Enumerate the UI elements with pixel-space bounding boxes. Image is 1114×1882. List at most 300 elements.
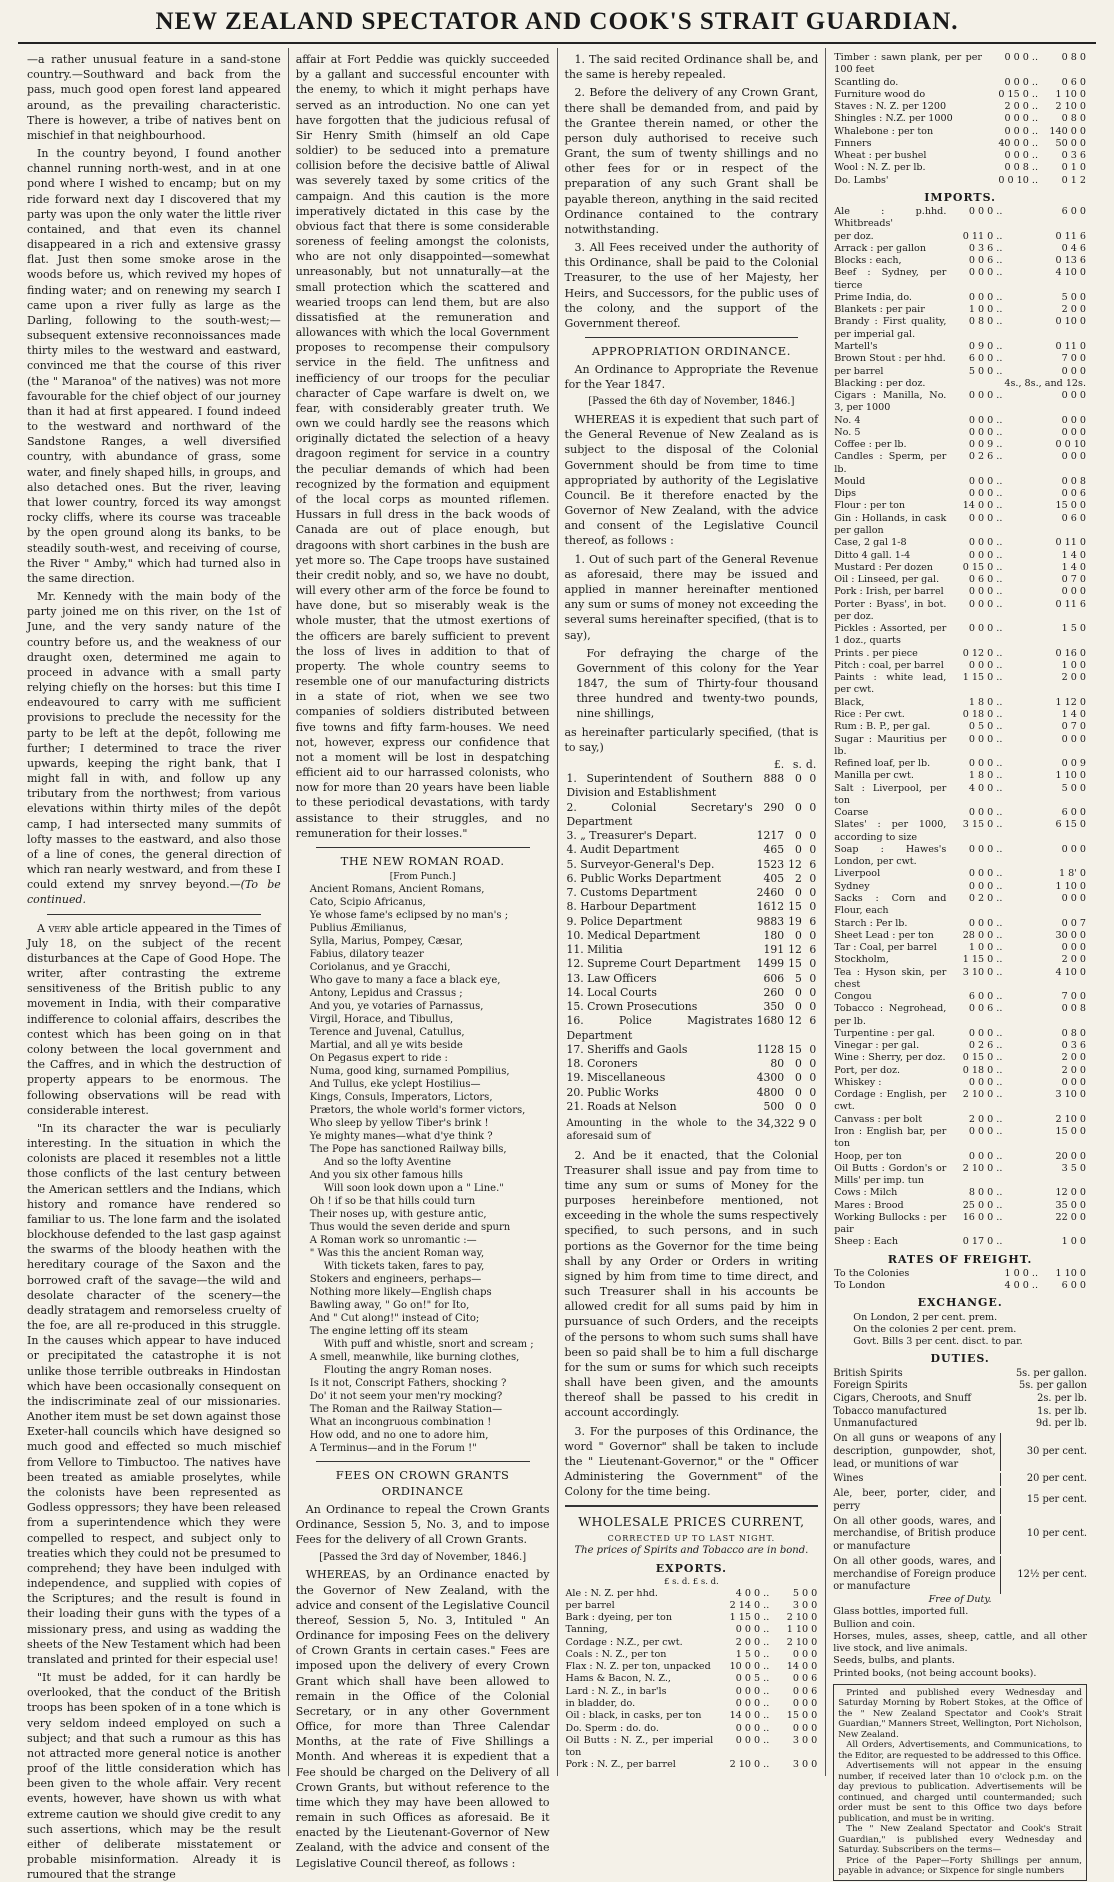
price-high: 1 10 0 <box>786 1624 818 1636</box>
item-amount-d: 0 <box>809 900 817 914</box>
price-high: 0 7 0 <box>1061 721 1086 733</box>
price-row <box>833 599 1087 624</box>
price-row <box>833 353 1087 365</box>
item-amount-l: 500 <box>763 1099 785 1113</box>
price-row <box>833 1077 1087 1089</box>
price-high: 0 0 0 <box>1061 892 1086 904</box>
price-low: 0 0 0 .. <box>968 843 1003 855</box>
price-high: 0 11 6 <box>1055 598 1086 610</box>
item-amount-l: 1612 <box>756 900 785 914</box>
price-label: in bladder, do. <box>565 1697 636 1709</box>
price-low: 0 0 0 .. <box>968 426 1003 438</box>
price-high: 2 0 0 <box>1061 954 1086 966</box>
ad-valorem-label: On all other goods, wares, and merchandise of Foreign produce or manufacture <box>833 1556 1000 1594</box>
ad-valorem-value: 10 per cent. <box>1026 1528 1087 1540</box>
duty-row <box>833 1368 1087 1381</box>
price-row <box>833 427 1087 439</box>
price-row <box>833 721 1087 733</box>
duty-row <box>833 1406 1087 1419</box>
imprint-text: Advertisements will not appear in the ensuing number, if received later than 10 o'clock p.m. on the day previous to publication. Advertisements will be continued, and charged until countermanded; such order must be sent to this Office two days before publication, and must be in writing. <box>838 1761 1082 1824</box>
price-label: Starch : Per lb. <box>834 917 908 929</box>
table-row <box>565 886 819 900</box>
price-high: 1 0 0 <box>1061 1236 1086 1248</box>
price-high: 0 3 6 <box>1061 1040 1086 1052</box>
item-amount-d: 0 <box>809 871 817 885</box>
price-high: 0 0 0 <box>1061 942 1086 954</box>
item-amount-d: 0 <box>809 1042 817 1056</box>
price-label: To the Colonies <box>834 1267 910 1279</box>
poem-line: Will soon look down upon a " Line." <box>323 1183 504 1195</box>
price-high: 30 0 0 <box>1055 929 1086 941</box>
poem-line: Oh ! if so be that hills could turn <box>309 1196 476 1208</box>
price-row <box>565 1612 819 1624</box>
poem-line: Cato, Scipio Africanus, <box>309 897 426 909</box>
price-label: Refined loaf, per lb. <box>834 758 931 770</box>
price-label: Cows : Milch <box>834 1187 898 1199</box>
price-label: Beef : Sydney, per tierce <box>834 267 947 291</box>
price-label: Tar : Coal, per barrel <box>834 942 937 954</box>
price-label: Soap : Hawes's London, per cwt. <box>834 843 947 868</box>
table-row <box>565 801 819 830</box>
item-amount-d: 0 <box>809 1000 817 1014</box>
price-high: 6 0 0 <box>1061 206 1086 218</box>
price-high: 22 0 0 <box>1055 1211 1086 1223</box>
price-low: 0 5 0 .. <box>968 721 1003 733</box>
price-label: Porter : Byass', in bot. per doz. <box>834 598 947 622</box>
price-high: 15 0 0 <box>786 1710 818 1722</box>
imports-title: IMPORTS. <box>924 190 996 204</box>
price-low: 0 11 0 .. <box>962 230 1003 242</box>
price-row <box>833 537 1087 549</box>
price-high: 1 10 0 <box>1055 88 1086 100</box>
table-row <box>565 929 819 943</box>
price-high: 0 0 8 <box>1061 1003 1086 1015</box>
poem-line: The Pope has sanctioned Railway bills, <box>309 1144 507 1156</box>
table-row <box>565 1014 819 1043</box>
item-amount-l: 180 <box>763 928 785 942</box>
ordinance-paragraph: WHEREAS it is expedient that such part of the General Revenue of New Zealand as is subject to the disposal of the Colonial Government should be from time to time appropriated by authority of the Legislative Council. Be it therefore enacted by the Governor of New Zealand, with the advice and consent of the Legislative Council thereof, as follows : <box>564 413 819 548</box>
poem-line: A Terminus—and in the Forum !" <box>309 1443 477 1455</box>
item-amount-d: 0 <box>809 800 817 814</box>
price-label: Stockholm, <box>834 954 889 966</box>
price-row <box>833 574 1087 586</box>
price-label: Whalebone : per ton <box>834 125 934 137</box>
price-label: Pitch : coal, per barrel <box>834 659 944 671</box>
price-row <box>833 113 1087 125</box>
price-row <box>833 1052 1087 1064</box>
poem-line: Coriolanus, and ye Gracchi, <box>309 962 451 974</box>
price-row <box>833 1236 1087 1248</box>
price-low: 0 0 0 .. <box>968 917 1003 929</box>
price-row <box>833 623 1087 648</box>
wholesale-title: WHOLESALE PRICES CURRENT, <box>578 1514 805 1530</box>
item-amount-d: 6 <box>809 914 817 928</box>
poem-line: The Roman and the Railway Station— <box>309 1404 503 1416</box>
price-low: 0 0 0 .. <box>1004 76 1038 88</box>
ordinance-paragraph: For defraying the charge of the Government of this colony for the Year 1847, the sum of Thirty-four thousand three hundred and twenty-two pounds, nine shillings, <box>576 646 819 721</box>
table-row <box>565 986 819 1000</box>
price-row <box>565 1686 819 1698</box>
ad-valorem-value: 20 per cent. <box>1026 1473 1087 1485</box>
item-amount-s: 0 <box>795 1000 802 1014</box>
free-item: Seeds, bulbs, and plants. <box>833 1655 955 1667</box>
poem-line: And Tullus, eke yclept Hostilius— <box>309 1079 481 1091</box>
poem-line: Who sleep by yellow Tiber's brink ! <box>309 1118 489 1130</box>
price-row <box>565 1673 819 1685</box>
price-row <box>833 967 1087 992</box>
duty-value: 1s. per lb. <box>1037 1405 1087 1417</box>
price-row <box>833 1089 1087 1114</box>
price-low: 1 0 0 .. <box>968 304 1003 316</box>
price-label: Congou <box>834 991 872 1003</box>
table-row <box>565 1000 819 1014</box>
price-high: 5 0 0 <box>1061 782 1086 794</box>
poem-line: With puff and whistle, snort and scream ; <box>323 1339 534 1351</box>
ad-valorem-row <box>833 1488 1087 1513</box>
table-row <box>565 829 819 843</box>
poem-line: Stokers and engineers, perhaps— <box>309 1274 482 1286</box>
price-label: Sheet Lead : per ton <box>834 929 934 941</box>
price-low: 0 0 0 .. <box>968 267 1003 279</box>
item-label: 5. Surveyor-General's Dep. <box>566 857 715 871</box>
price-low: 10 0 0 .. <box>729 1661 770 1673</box>
item-amount-d: 0 <box>809 886 817 900</box>
price-low: 8 0 0 .. <box>968 1187 1003 1199</box>
price-low <box>947 378 1003 390</box>
price-row <box>833 292 1087 304</box>
exchange-list <box>833 1312 1087 1349</box>
price-low: 2 10 0 .. <box>962 1162 1003 1174</box>
divider <box>316 1461 530 1462</box>
price-row <box>833 1151 1087 1163</box>
price-low: 0 0 6 .. <box>968 255 1003 267</box>
price-row <box>833 366 1087 378</box>
ad-valorem-row <box>833 1516 1087 1554</box>
poem-line: And " Cut along!" instead of Cito; <box>309 1313 480 1325</box>
price-high: 0 0 6 <box>1061 488 1086 500</box>
price-low: 0 0 9 .. <box>968 439 1003 451</box>
price-row <box>833 378 1087 390</box>
ad-valorem-label: Ale, beer, porter, cider, and perry <box>833 1488 1000 1513</box>
duty-value: 5s. per gallon. <box>1015 1367 1087 1379</box>
price-low: 14 0 0 .. <box>962 500 1003 512</box>
price-row <box>565 1661 819 1673</box>
price-label: Staves : N. Z. per 1200 <box>834 101 947 113</box>
price-high: 0 11 0 <box>1055 341 1086 353</box>
price-row <box>833 243 1087 255</box>
item-amount-l: 1217 <box>756 829 785 843</box>
price-row <box>833 1003 1087 1028</box>
price-label: Sheep : Each <box>834 1236 899 1248</box>
price-low: 0 0 0 .. <box>968 537 1003 549</box>
price-low: 0 8 0 .. <box>968 316 1003 328</box>
price-high: 0 0 6 <box>792 1673 818 1685</box>
price-label: Mustard : Per dozen <box>834 561 933 573</box>
poem-line: What an incongruous combination ! <box>309 1417 492 1429</box>
divider <box>316 847 530 848</box>
item-label: 4. Audit Department <box>566 843 679 857</box>
price-low: 0 0 6 .. <box>968 1003 1003 1015</box>
price-high: 3 10 0 <box>1055 1089 1086 1101</box>
item-label: 2. Colonial Secretary's Department <box>566 800 753 828</box>
item-amount-l: 2460 <box>756 886 785 900</box>
price-label: Brandy : First quality, per imperial gal. <box>834 316 947 340</box>
poem-line: Flouting the angry Roman noses. <box>323 1365 492 1377</box>
price-row <box>833 881 1087 893</box>
price-label: Mould <box>834 475 866 487</box>
item-amount-l: 350 <box>763 1000 785 1014</box>
price-high: 1 12 0 <box>1055 696 1086 708</box>
item-amount-l: 9883 <box>756 914 785 928</box>
item-amount-s: 0 <box>795 1057 802 1071</box>
item-amount-s: 15 <box>788 957 802 971</box>
poem-line: Numa, good king, surnamed Pompilius, <box>309 1066 510 1078</box>
price-high: 0 13 6 <box>1055 255 1086 267</box>
price-row <box>833 697 1087 709</box>
price-high: 0 0 7 <box>1061 917 1086 929</box>
price-label: Port, per doz. <box>834 1064 901 1076</box>
column-3 <box>558 48 827 1776</box>
price-row <box>833 660 1087 672</box>
item-amount-s: 2 <box>795 871 802 885</box>
price-label: per barrel <box>834 365 884 377</box>
ad-valorem-label: On all other goods, wares, and merchandise, of British produce or manufacture <box>833 1516 1000 1554</box>
price-low: 2 0 0 .. <box>735 1636 770 1648</box>
appropriation-total <box>565 1117 819 1143</box>
price-high: 0 11 6 <box>1055 230 1086 242</box>
price-row <box>833 488 1087 500</box>
pence-header: d. <box>805 757 817 771</box>
price-row <box>565 1588 819 1600</box>
poem <box>296 883 550 1455</box>
item-label: 9. Police Department <box>566 914 683 928</box>
price-low: 1 0 0 .. <box>1004 1267 1038 1279</box>
poem-title: THE NEW ROMAN ROAD. <box>340 853 505 868</box>
price-low: 0 0 0 .. <box>968 291 1003 303</box>
price-label: Manilla per cwt. <box>834 770 914 782</box>
price-label: Shingles : N.Z. per 1000 <box>834 113 953 125</box>
poem-line: Martial, and all ye wits beside <box>309 1040 463 1052</box>
item-amount-s: 12 <box>788 1014 802 1028</box>
column-1 <box>20 48 289 1882</box>
item-amount-d: 0 <box>809 957 817 971</box>
poem-line: And you six other famous hills <box>309 1170 463 1182</box>
price-label: Whiskey : <box>834 1076 882 1088</box>
price-high: 2 10 0 <box>786 1636 818 1648</box>
price-label: Scantling do. <box>834 76 899 88</box>
price-row <box>833 758 1087 770</box>
price-label: Vinegar : per gal. <box>834 1040 920 1052</box>
price-row <box>565 1723 819 1735</box>
price-row <box>833 52 1087 77</box>
item-amount-l: 606 <box>763 971 785 985</box>
item-amount-d: 0 <box>809 971 817 985</box>
duty-value: 2s. per lb. <box>1037 1392 1087 1404</box>
price-low: 5 0 0 .. <box>968 365 1003 377</box>
price-high: 1 4 0 <box>1061 561 1086 573</box>
table-row <box>565 858 819 872</box>
item-amount-s: 0 <box>795 843 802 857</box>
duty-row <box>833 1418 1087 1431</box>
poem-line: The engine letting off its steam <box>309 1326 469 1338</box>
item-amount-s: 15 <box>788 1042 802 1056</box>
price-low: 0 0 0 .. <box>968 623 1003 635</box>
price-row <box>565 1624 819 1636</box>
price-row <box>833 175 1087 187</box>
price-label: Sugar : Mauritius per lb. <box>834 733 947 757</box>
price-label: Cordage : English, per cwt. <box>834 1089 947 1113</box>
price-row <box>833 783 1087 808</box>
price-high: 2 10 0 <box>1055 1113 1086 1125</box>
article-paragraph: In the country beyond, I found another channel running north-west, and in at one pond where I wished to encamp; but on my ride forward next day I discovered that my party was upon the only water the little river contained, and that even its channel disappeared in a rich and extensive grassy flat. Just then some smoke arose in the woods before us, which revived my hopes of finding water; and on renewing my search I came upon a river fully as large as the Darling, following to the south-west;—subsequent extensive reconnoissances made thirty miles to the westward and eastward, convinced me that the course of this river (the " Maranoa" of the natives) was not more favourable for the chief object of our journey than it had at first appeared. I found indeed to the westward and northward of the Sandstone Ranges, a well diversified country, with abundance of grass, some water, and finely shaped hills, in groups, and also detached ones. But the river, leaving that lower country, forced its way amongst rocky cliffs, where its course was traceable by the open ground along its banks, to be steadily south-west, and receiving of course, the River " Amby," which had turned also in the same direction. <box>27 147 281 585</box>
item-amount-d: 0 <box>809 1071 817 1085</box>
price-row <box>833 991 1087 1003</box>
item-amount-l: 1499 <box>756 957 785 971</box>
item-amount-s: 0 <box>795 1071 802 1085</box>
price-label: No. 5 <box>834 426 861 438</box>
item-amount-s: 0 <box>795 1099 802 1113</box>
item-amount-l: 4800 <box>756 1085 785 1099</box>
poem-line: With tickets taken, fares to pay, <box>323 1261 485 1273</box>
item-amount-s: 5 <box>795 971 802 985</box>
item-label: 13. Law Officers <box>566 971 657 985</box>
poem-line: How odd, and no one to adore him, <box>309 1430 489 1442</box>
table-row <box>565 1086 819 1100</box>
price-label: Ale : p.hhd. Whitbreads' <box>834 206 947 230</box>
price-label: Cordage : N.Z., per cwt. <box>565 1636 683 1648</box>
price-label: Coffee : per lb. <box>834 439 907 451</box>
price-high: 3 5 0 <box>1061 1162 1086 1174</box>
price-low: 1 0 0 .. <box>968 942 1003 954</box>
item-amount-d: 0 <box>809 829 817 843</box>
item-label: 12. Supreme Court Department <box>566 957 741 971</box>
price-high: 0 0 8 <box>1061 475 1086 487</box>
price-label: Candles : Sperm, per lb. <box>834 451 947 475</box>
price-label: Coals : N. Z., per ton <box>565 1648 667 1660</box>
item-label: 17. Sheriffs and Gaols <box>566 1042 688 1056</box>
price-label: Timber : sawn plank, per per 100 feet <box>834 52 982 76</box>
price-row <box>833 255 1087 267</box>
price-low: 0 0 0 .. <box>968 549 1003 561</box>
price-low: 14 0 0 .. <box>729 1710 770 1722</box>
price-high: 0 3 6 <box>1061 150 1086 162</box>
price-low: 1 5 0 .. <box>735 1648 770 1660</box>
price-row <box>833 415 1087 427</box>
poem-line: On Pegasus expert to ride : <box>309 1053 448 1065</box>
exports-currency-header: £ s. d. £ s. d. <box>664 1576 719 1587</box>
item-amount-l: 465 <box>763 843 785 857</box>
price-row <box>833 1065 1087 1077</box>
price-low: 0 0 0 .. <box>968 807 1003 819</box>
price-row <box>833 1200 1087 1212</box>
price-low: 0 0 0 .. <box>735 1697 770 1709</box>
free-item: Bullion and coin. <box>833 1618 916 1630</box>
price-label: Gin : Hollands, in cask per gallon <box>834 512 947 536</box>
ordinance-paragraph: An Ordinance to repeal the Crown Grants Ordinance, Session 5, No. 3, and to impose Fees for the delivery of all Crown Grants. <box>295 1503 550 1547</box>
price-high: 1 0 0 <box>1061 659 1086 671</box>
item-amount-l: 405 <box>763 871 785 885</box>
price-low: 0 0 0 .. <box>968 206 1003 218</box>
item-label: 8. Harbour Department <box>566 900 697 914</box>
price-row <box>565 1759 819 1771</box>
duty-row <box>833 1380 1087 1393</box>
item-label: 15. Crown Prosecutions <box>566 1000 698 1014</box>
ordinance-paragraph: 2. And be it enacted, that the Colonial Treasurer shall issue and pay from time to time any sum or sums of Money for the purposes hereinbefore mentioned, not exceeding in the whole the sums respectively specified, to such persons, and in such portions as the Governor for the time being shall by any Order or Orders in writing signed by him from time to time direct, and such Treasurer shall in his accounts be allowed credit for all sums paid by him in pursuance of such Orders, and the receipts of the persons to whom such sums shall have been so paid shall be to him a full discharge for the sum or sums for which such receipts shall have been given, and the amounts thereof shall be passed to his credit in account accordingly. <box>564 1148 819 1420</box>
price-high: 1 10 0 <box>1055 880 1086 892</box>
exchange-line: On the colonies 2 per cent. prem. <box>853 1323 1017 1335</box>
price-high: 0 0 0 <box>1061 586 1086 598</box>
table-row <box>565 772 819 801</box>
price-label: Slates' : per 1000, according to size <box>834 819 947 843</box>
poem-line: Ancient Romans, Ancient Romans, <box>309 884 485 896</box>
price-low: 6 0 0 .. <box>968 353 1003 365</box>
price-low: 0 15 0 .. <box>962 561 1003 573</box>
price-label: Prime India, do. <box>834 291 912 303</box>
price-row <box>833 1028 1087 1040</box>
price-row <box>833 1212 1087 1237</box>
item-amount-d: 6 <box>809 943 817 957</box>
price-low: 0 2 0 .. <box>968 892 1003 904</box>
price-row <box>833 672 1087 697</box>
price-label: Wheat : per bushel <box>834 150 927 162</box>
pounds-header: £. <box>773 757 785 771</box>
price-row <box>833 304 1087 316</box>
poem-line: Virgil, Horace, and Tibullus, <box>309 1014 454 1026</box>
poem-line: Their noses up, with gesture antic, <box>309 1209 487 1221</box>
price-high: 4s., 8s., and 12s. <box>1004 377 1086 389</box>
item-amount-d: 0 <box>809 1085 817 1099</box>
price-label: No. 4 <box>834 414 861 426</box>
price-row <box>833 101 1087 113</box>
exports-table <box>565 1588 819 1772</box>
item-label: 6. Public Works Department <box>566 871 722 885</box>
price-low: 2 0 0 .. <box>968 1113 1003 1125</box>
price-row <box>833 807 1087 819</box>
price-low: 0 15 0 .. <box>998 88 1038 100</box>
price-low: 0 0 0 .. <box>968 659 1003 671</box>
masthead <box>18 8 1096 44</box>
price-label: Tanning, <box>565 1624 608 1636</box>
price-high: 0 0 0 <box>1061 390 1086 402</box>
price-label: Blacking : per doz. <box>834 377 926 389</box>
price-row <box>833 126 1087 138</box>
imprint-text: Price of the Paper—Forty Shillings per annum, payable in advance; or Sixpence for single numbers <box>838 1855 1082 1877</box>
item-amount-d: 0 <box>809 1099 817 1113</box>
item-amount-d: 0 <box>809 928 817 942</box>
table-row <box>565 1100 819 1114</box>
article-paragraph: "It must be added, for it can hardly be overlooked, that the conduct of the British troops has been spoken of in a tone which is very seldom indeed employed on such a subject; and that such a rumour as this has not attracted more general notice is another proof of the little consideration which has been given to the whole affair. Very recent events, however, have shown us with what extreme caution we should give credit to any such assertions, which may be the result either of deliberate misstatement or probable misinformation. Already it is rumoured that the strange <box>27 1671 281 1882</box>
newspaper-title: NEW ZEALAND SPECTATOR AND COOK'S STRAIT GUARDIAN. <box>155 8 959 35</box>
total-label: Amounting in the whole to the aforesaid sum of <box>566 1118 753 1143</box>
price-label: Oil Butts : Gordon's or Mills' per imp. tun <box>834 1162 947 1187</box>
price-low: 2 10 0 .. <box>729 1759 770 1771</box>
free-list <box>833 1606 1087 1680</box>
item-amount-s: 0 <box>795 928 802 942</box>
price-high: 1 8' 0 <box>1058 868 1086 880</box>
price-high: 0 11 0 <box>1055 537 1086 549</box>
price-label: Fınners <box>834 137 872 149</box>
price-high: 35 0 0 <box>1055 1199 1086 1211</box>
item-amount-s: 12 <box>788 857 802 871</box>
poem-line: A smell, meanwhile, like burning clothes, <box>309 1352 520 1364</box>
item-amount-l: 1128 <box>756 1042 785 1056</box>
appropriation-subtitle: An Ordinance to Appropriate the Revenue for the Year 1847. <box>564 362 819 392</box>
price-low: 0 0 0 .. <box>968 1150 1003 1162</box>
item-label: 21. Roads at Nelson <box>566 1099 677 1113</box>
table-row <box>565 1071 819 1085</box>
price-row <box>833 451 1087 476</box>
price-row <box>833 819 1087 844</box>
